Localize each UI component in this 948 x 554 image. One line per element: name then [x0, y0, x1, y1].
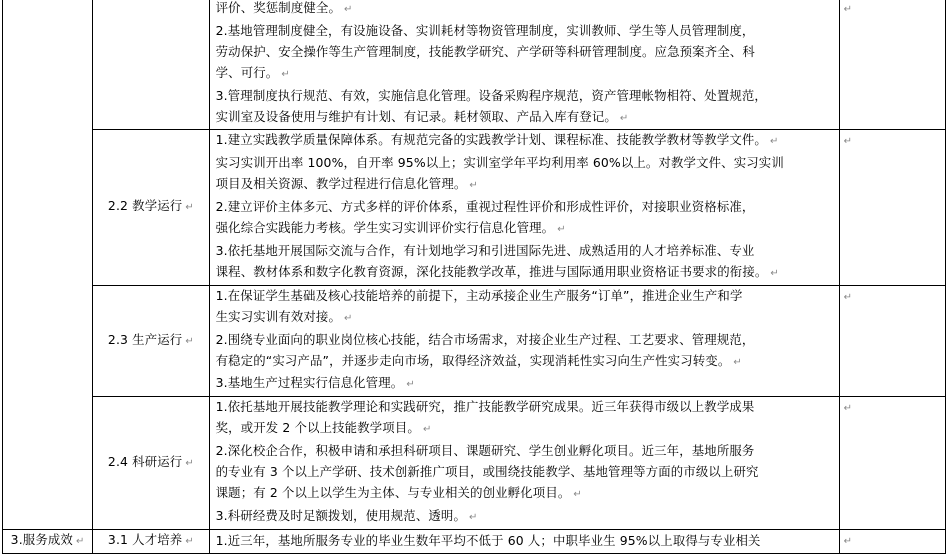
requirement-cell: [209, 0, 839, 130]
requirement-text: 3.依托基地开展国际交流与合作，有计划地学习和引进国际先进、成熟适用的人才培养标准、专业: [215, 242, 755, 258]
requirement-text: 3.管理制度执行规范、有效，实施信息化管理。设备采购程序规范，资产管理帐物相符、处置规范，: [215, 87, 767, 103]
section-label: 2.2 教学运行: [107, 198, 183, 214]
score-cell: [839, 529, 945, 553]
requirement-line: [216, 506, 834, 529]
table-row: [3, 0, 946, 130]
requirement-text: 2.建立评价主体多元、方式多样的评价体系，重视过程性评价和形成性评价，对接职业资格标准，: [215, 199, 755, 215]
paragraph-mark: ↵: [422, 424, 432, 436]
section-cell: [93, 397, 209, 529]
requirement-line: [216, 262, 834, 285]
paragraph-mark: ↵: [733, 356, 742, 368]
requirement-line: [216, 286, 834, 307]
section-cell: [93, 130, 209, 285]
requirement-text: 的专业有 3 个以上产学研、技术创新推广项目，或围绕技能教学、基地管理等方面的市级以上研究: [215, 464, 759, 480]
paragraph-mark: ↵: [843, 535, 853, 547]
requirement-text: 生实习实训有效对接。: [215, 308, 342, 324]
paragraph-mark: ↵: [185, 202, 194, 214]
requirement-line: [216, 197, 834, 218]
requirement-text: 有稳定的“实习产品”，并逐步走向市场，取得经济效益，实现消耗性实习向生产性实习转变。: [215, 352, 731, 368]
section-cell: [93, 0, 209, 130]
requirement-line: [216, 330, 834, 351]
section-label: 2.3 生产运行: [107, 331, 183, 347]
paragraph-mark: ↵: [557, 224, 566, 236]
section-label: 2.4 科研运行: [107, 453, 183, 469]
paragraph-mark: ↵: [843, 4, 853, 15]
score-cell: [839, 285, 945, 397]
requirement-text: 3.基地生产过程实行信息化管理。: [215, 375, 404, 391]
requirement-line: [216, 153, 834, 174]
paragraph-mark: ↵: [619, 112, 629, 124]
requirement-text: 1.依托基地开展技能教学理论和实践研究，推广技能教学研究成果。近三年获得市级以上教学成果: [215, 399, 755, 415]
requirement-cell: [209, 285, 839, 397]
requirement-line: [216, 531, 834, 552]
paragraph-mark: ↵: [185, 535, 194, 547]
score-cell: [839, 397, 945, 529]
paragraph-mark: ↵: [344, 4, 353, 15]
table-row: [3, 397, 946, 529]
requirement-line: [216, 130, 834, 153]
requirement-text: 实习实训开出率 100%，自开率 95%以上；实训室学年平均利用率 60%以上。对教学文件、实习实训: [215, 155, 784, 171]
paragraph-mark: ↵: [185, 457, 194, 469]
category-cell: [3, 529, 93, 553]
table-row: [3, 130, 946, 285]
paragraph-mark: ↵: [770, 267, 779, 279]
paragraph-mark: ↵: [769, 136, 779, 148]
paragraph-mark: ↵: [406, 379, 415, 391]
requirement-line: [216, 174, 834, 197]
requirement-text: 1.在保证学生基础及核心技能培养的前提下，主动承接企业生产服务“订单”，推进企业生产和学: [215, 287, 743, 303]
score-cell: [839, 0, 945, 130]
requirement-cell: [209, 130, 839, 285]
requirement-line: [216, 63, 834, 86]
score-cell: [839, 130, 945, 285]
requirement-line: [216, 373, 834, 396]
requirement-text: 评价、奖惩制度健全。: [215, 0, 342, 15]
requirement-text: 课题；有 2 个以上以学生为主体、与专业相关的创业孵化项目。: [215, 484, 571, 500]
requirement-cell: [209, 529, 839, 553]
requirement-text: 2.基地管理制度健全，有设施设备、实训耗材等物资管理制度，实训教师、学生等人员管理制度，: [215, 22, 755, 38]
requirement-text: 课程、教材体系和数字化教育资源，深化技能教学改革，推进与国际通用职业资格证书要求的衔接。: [215, 263, 768, 279]
requirement-cell: [209, 397, 839, 529]
section-cell: [93, 529, 209, 553]
paragraph-mark: ↵: [185, 335, 194, 347]
requirement-text: 1.建立实践教学质量保障体系。有规范完备的实践教学计划、课程标准、技能教学教材等教学文件。: [215, 132, 767, 148]
paragraph-mark: ↵: [469, 180, 478, 192]
requirement-line: [216, 441, 834, 462]
requirement-text: 项目及相关资源、教学过程进行信息化管理。: [215, 176, 467, 192]
paragraph-mark: ↵: [573, 488, 582, 500]
requirement-line: [216, 397, 834, 418]
requirement-line: [216, 241, 834, 262]
requirement-text: 奖，或开发 2 个以上技能教学项目。: [215, 420, 420, 436]
requirement-text: 学、可行。: [215, 64, 279, 80]
category-label: 3.服务成效: [10, 531, 73, 547]
requirement-text: 1.近三年，基地所服务专业的毕业生数年平均不低于 60 人；中职毕业生 95%以上取得与专业相关: [215, 532, 761, 548]
paragraph-mark: ↵: [75, 535, 85, 547]
paragraph-mark: ↵: [281, 68, 290, 80]
requirement-line: [216, 86, 834, 107]
requirement-line: [216, 307, 834, 330]
requirement-line: [216, 107, 834, 130]
requirement-line: [216, 0, 834, 21]
paragraph-mark: ↵: [843, 136, 853, 148]
requirement-line: [216, 483, 834, 506]
requirement-line: [216, 21, 834, 42]
section-cell: [93, 285, 209, 397]
requirement-line: [216, 351, 834, 374]
requirement-text: 2.围绕专业面向的职业岗位核心技能，结合市场需求，对接企业生产过程、工艺要求、管理规范，: [215, 331, 755, 347]
paragraph-mark: ↵: [344, 312, 353, 324]
requirement-text: 实训室及设备使用与维护有计划、有记录。耗材领取、产品入库有登记。: [215, 108, 617, 124]
paragraph-mark: ↵: [469, 511, 478, 523]
requirement-line: [216, 462, 834, 483]
requirement-text: 强化综合实践能力考核。学生实习实训评价实行信息化管理。: [215, 220, 555, 236]
table-row: [3, 529, 946, 553]
paragraph-mark: ↵: [843, 291, 853, 303]
paragraph-mark: ↵: [843, 403, 853, 415]
table-row: [3, 285, 946, 397]
requirement-text: 3.科研经费及时足额拨划，使用规范、透明。: [215, 507, 467, 523]
requirement-line: [216, 42, 834, 63]
category-cell: [3, 0, 93, 529]
requirement-line: [216, 418, 834, 441]
section-label: 3.1 人才培养: [107, 531, 183, 547]
standards-table: [2, 0, 946, 554]
requirement-text: 2.深化校企合作，积极申请和承担科研项目、课题研究、学生创业孵化项目。近三年，基地所服务: [215, 443, 755, 459]
requirement-text: 劳动保护、安全操作等生产管理制度，技能教学研究、产学研等科研管理制度。应急预案齐全、科: [215, 43, 755, 59]
requirement-line: [216, 218, 834, 241]
